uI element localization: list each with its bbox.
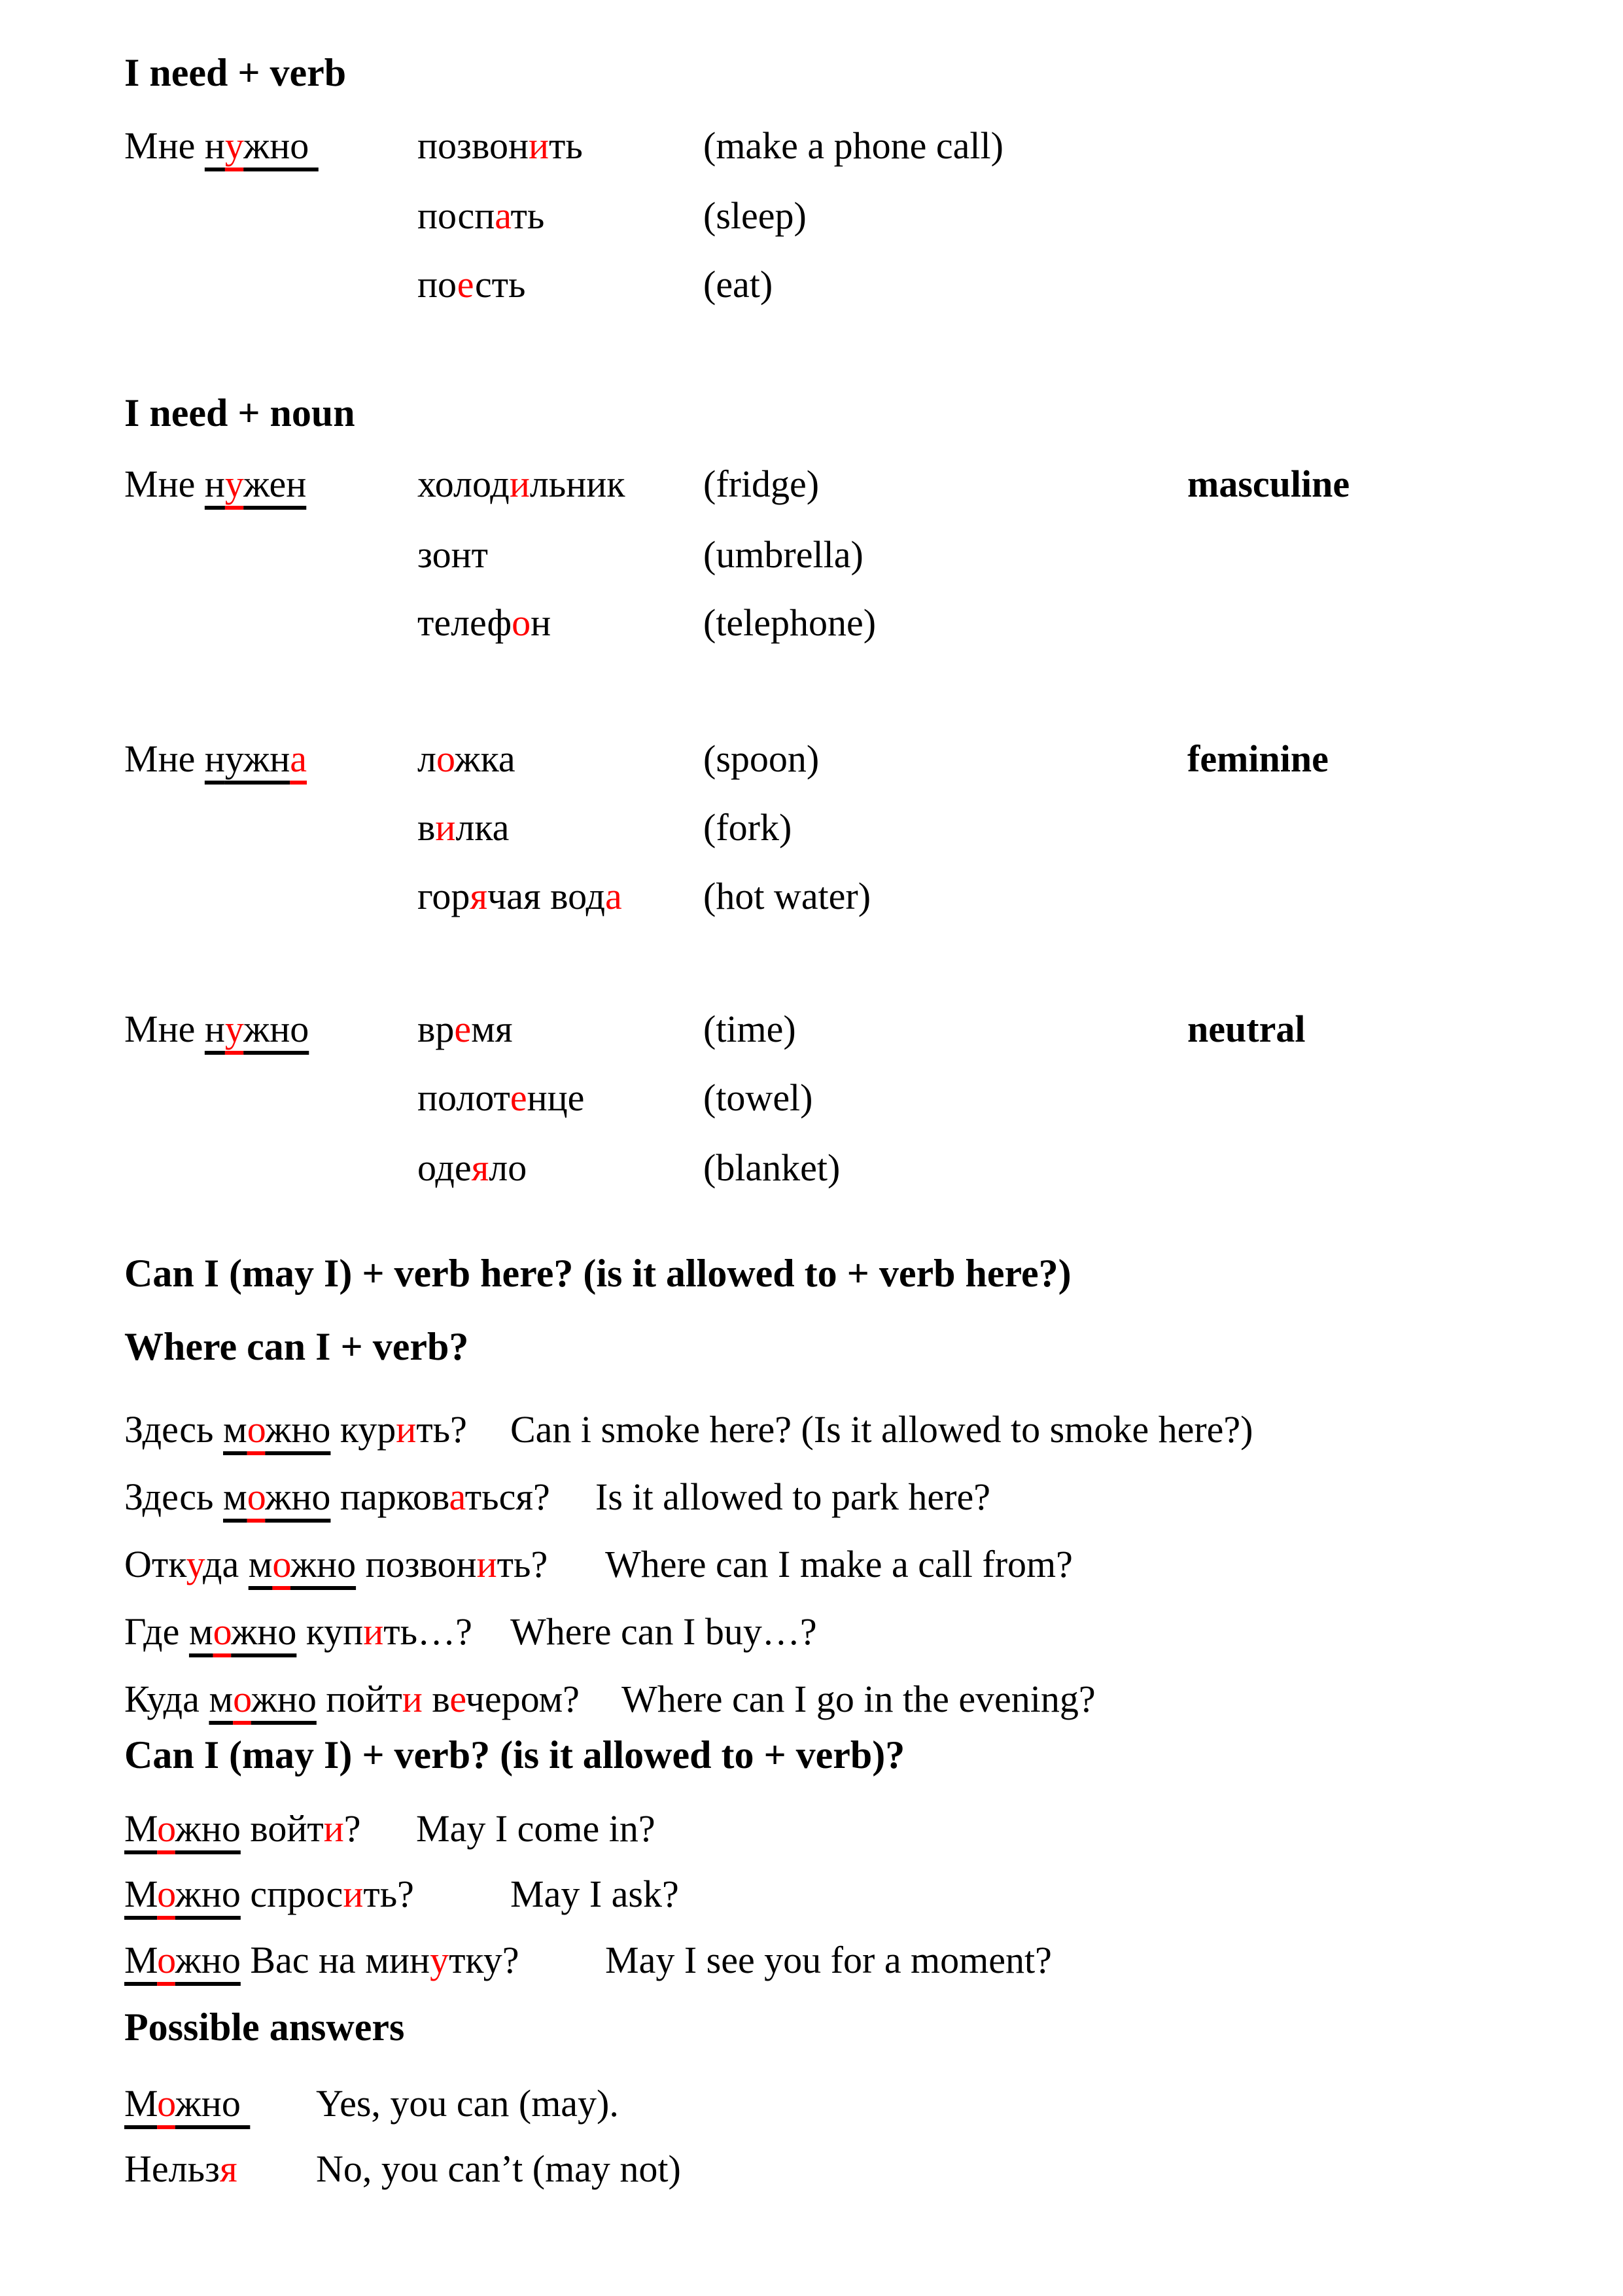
text-fragment: кур (330, 1408, 396, 1451)
underlined-text: м (248, 1543, 273, 1585)
english-translation (703, 263, 773, 306)
underlined-text: жно (175, 2082, 251, 2125)
text-fragment: I need + verb (124, 51, 347, 94)
heading-can-i-verb (0, 1735, 1623, 1795)
russian-phrase (124, 1545, 548, 1583)
text-fragment: ть…? (383, 1610, 472, 1653)
text-fragment: Is it allowed to park here? (595, 1475, 990, 1518)
row-need-verb-3 (0, 263, 1623, 326)
text-fragment: (telephone) (703, 601, 877, 644)
russian-phrase (124, 1875, 414, 1913)
text-fragment: л (417, 737, 436, 780)
russian-phrase (124, 1010, 309, 1048)
underlined-text: М (124, 1939, 158, 1981)
text-fragment: спрос (240, 1873, 343, 1915)
row-neutral-3 (0, 1146, 1623, 1209)
underlined-text: н (204, 124, 225, 167)
row-ask (0, 1875, 1623, 1935)
text-fragment: Куда (124, 1678, 209, 1720)
stressed-letter: е (449, 1678, 466, 1720)
text-fragment: холод (417, 463, 510, 505)
underlined-text: н (204, 1008, 225, 1050)
heading-text (124, 1735, 905, 1775)
heading-text (124, 1254, 1072, 1293)
text-fragment: (towel) (703, 1076, 813, 1119)
text-fragment: I need + noun (124, 391, 355, 434)
text-fragment: оде (417, 1146, 472, 1189)
stressed-letter: е (454, 1008, 472, 1050)
stressed-letter: и (343, 1873, 364, 1915)
text-fragment: зонт (417, 533, 488, 576)
stressed-letter: я (470, 875, 488, 917)
gender-label (1187, 1010, 1305, 1048)
stressed-letter: о (247, 1408, 266, 1451)
text-fragment: вр (417, 1008, 455, 1050)
text-fragment: да (202, 1543, 249, 1585)
english-translation (703, 806, 792, 849)
russian-word (417, 1010, 513, 1048)
underlined-text: жно (290, 1543, 357, 1585)
text-fragment: Where can I buy…? (510, 1610, 817, 1653)
heading-i-need-verb (0, 53, 1623, 113)
text-fragment: (eat) (703, 263, 773, 306)
heading-text (124, 53, 346, 92)
underlined-text: н (204, 737, 225, 780)
russian-phrase (124, 2082, 251, 2125)
text-fragment: (hot water) (703, 875, 871, 917)
stressed-letter: о (436, 737, 455, 780)
text-fragment: войт (240, 1807, 324, 1850)
russian-word (417, 194, 545, 237)
text-fragment: ть (510, 194, 545, 237)
text-fragment: нце (527, 1076, 585, 1119)
text-fragment: No, you can’t (may not) (316, 2147, 681, 2190)
stressed-letter: и (528, 124, 550, 167)
row-neutral-1 (0, 1010, 1623, 1070)
underlined-text: жно (243, 124, 319, 167)
gender-label (1187, 465, 1350, 503)
russian-phrase (124, 1610, 472, 1653)
russian-word (417, 601, 551, 644)
text-fragment: Здесь (124, 1475, 224, 1518)
stressed-letter: я (471, 1146, 489, 1189)
row-answer-no (0, 2147, 1623, 2210)
stressed-letter: о (213, 1610, 232, 1653)
stressed-letter: а (495, 194, 511, 237)
underlined-text: жно (175, 1939, 241, 1981)
stressed-letter: о (157, 1807, 175, 1850)
text-fragment: позвон (417, 124, 529, 167)
english-translation (703, 465, 819, 503)
english-translation (605, 1941, 1052, 1979)
russian-word (417, 806, 510, 849)
underlined-text: ужн (224, 737, 290, 780)
english-translation (703, 124, 1003, 167)
russian-phrase (124, 124, 319, 167)
row-need-verb-2 (0, 194, 1623, 257)
english-translation (510, 1875, 679, 1913)
text-fragment: (fridge) (703, 463, 820, 505)
text-fragment: Мне (124, 737, 205, 780)
row-come-in (0, 1807, 1623, 1870)
english-translation (703, 1010, 796, 1048)
text-fragment: Отк (124, 1543, 186, 1585)
russian-phrase (124, 465, 306, 503)
text-fragment: Мне (124, 463, 205, 505)
heading-text (124, 2007, 404, 2047)
row-neutral-2 (0, 1076, 1623, 1139)
russian-phrase (124, 2147, 237, 2190)
text-fragment: Вас на мин (240, 1939, 430, 1981)
text-fragment: May I ask? (510, 1873, 679, 1915)
text-fragment: Мне (124, 124, 205, 167)
heading-i-need-noun (0, 393, 1623, 453)
text-fragment: (sleep) (703, 194, 807, 237)
text-fragment: ? (343, 1807, 361, 1850)
stressed-letter: о (512, 601, 531, 644)
russian-phrase (124, 1807, 361, 1850)
row-feminine-1 (0, 737, 1623, 800)
text-fragment: н (531, 601, 551, 644)
english-translation (316, 2147, 681, 2190)
text-fragment: чая вод (487, 875, 605, 917)
stressed-letter: е (457, 263, 475, 306)
english-translation (595, 1475, 990, 1518)
english-translation (703, 877, 871, 915)
row-evening (0, 1680, 1623, 1740)
stressed-letter: а (290, 737, 307, 780)
stressed-letter: и (509, 463, 530, 505)
stressed-letter: и (396, 1408, 417, 1451)
row-feminine-3 (0, 877, 1623, 938)
stressed-letter: о (272, 1543, 290, 1585)
row-masculine-2 (0, 533, 1623, 596)
stressed-letter: о (157, 1939, 175, 1981)
stressed-letter: у (186, 1543, 203, 1585)
heading-where-can-i-verb (0, 1327, 1623, 1387)
text-fragment: (blanket) (703, 1146, 841, 1189)
stressed-letter: у (224, 124, 244, 167)
stressed-letter: о (247, 1475, 266, 1518)
text-fragment: Мне (124, 1008, 205, 1050)
text-fragment: Possible answers (124, 2005, 405, 2049)
stressed-letter: у (224, 1008, 244, 1050)
text-fragment: по (417, 263, 457, 306)
english-translation (703, 1076, 813, 1119)
russian-phrase (124, 1408, 467, 1451)
stressed-letter: а (604, 875, 622, 917)
stressed-letter: у (430, 1939, 449, 1981)
text-fragment: Where can I + verb? (124, 1325, 469, 1368)
text-fragment: ть? (416, 1408, 467, 1451)
russian-word (417, 533, 488, 576)
text-fragment: мя (471, 1008, 513, 1050)
russian-phrase (124, 1680, 580, 1718)
text-fragment: гор (417, 875, 470, 917)
text-fragment: телеф (417, 601, 512, 644)
text-fragment: лка (455, 806, 510, 849)
underlined-text: м (223, 1408, 247, 1451)
row-answer-yes (0, 2082, 1623, 2145)
stressed-letter: и (435, 806, 456, 849)
underlined-text: жно (231, 1610, 297, 1653)
russian-word (417, 263, 526, 306)
text-fragment: посп (417, 194, 495, 237)
text-fragment: Здесь (124, 1408, 224, 1451)
russian-word (417, 1146, 527, 1189)
text-fragment: Нельз (124, 2147, 220, 2190)
english-translation (703, 1146, 841, 1189)
underlined-text: жно (243, 1008, 309, 1050)
stressed-letter: у (224, 463, 244, 505)
text-fragment: (make a phone call) (703, 124, 1003, 167)
underlined-text: н (204, 463, 225, 505)
russian-phrase (124, 1941, 519, 1979)
text-fragment: (time) (703, 1008, 796, 1050)
english-translation (703, 533, 864, 576)
heading-text (124, 393, 355, 433)
english-translation (621, 1680, 1096, 1718)
english-translation (605, 1545, 1073, 1583)
underlined-text: М (124, 2082, 158, 2125)
text-fragment: Can I (may I) + verb? (is it allowed to + verb)? (124, 1733, 905, 1776)
text-fragment: ть? (363, 1873, 414, 1915)
text-fragment: masculine (1187, 463, 1350, 505)
english-translation (416, 1807, 655, 1850)
english-translation (316, 2082, 619, 2125)
row-masculine-3 (0, 601, 1623, 664)
stressed-letter: о (157, 2082, 175, 2125)
stressed-letter: я (219, 2147, 237, 2190)
stressed-letter: о (233, 1678, 251, 1720)
underlined-text: жно (265, 1408, 331, 1451)
underlined-text: жно (265, 1475, 331, 1518)
text-fragment: (umbrella) (703, 533, 864, 576)
text-fragment: Where can I go in the evening? (621, 1678, 1096, 1720)
underlined-text: жно (175, 1873, 241, 1915)
stressed-letter: а (449, 1475, 465, 1518)
stressed-letter: и (402, 1678, 423, 1720)
stressed-letter: е (510, 1076, 527, 1119)
underlined-text: М (124, 1873, 158, 1915)
russian-phrase (124, 737, 307, 780)
text-fragment: полот (417, 1076, 510, 1119)
text-fragment: куп (296, 1610, 364, 1653)
text-fragment: neutral (1187, 1008, 1306, 1050)
row-moment (0, 1941, 1623, 2002)
stressed-letter: и (476, 1543, 497, 1585)
text-fragment: Can i smoke here? (Is it allowed to smoke here?) (510, 1408, 1253, 1451)
underlined-text: м (209, 1678, 234, 1720)
text-fragment: позвон (356, 1543, 477, 1585)
row-call-from (0, 1545, 1623, 1606)
text-fragment: feminine (1187, 737, 1329, 780)
text-fragment: (spoon) (703, 737, 820, 780)
english-translation (703, 194, 807, 237)
russian-word (417, 124, 583, 167)
text-fragment: чером? (465, 1678, 580, 1720)
text-fragment: жка (454, 737, 515, 780)
text-fragment: Yes, you can (may). (316, 2082, 619, 2125)
text-fragment: в (417, 806, 436, 849)
row-masculine-1 (0, 465, 1623, 525)
text-fragment: ть? (497, 1543, 548, 1585)
text-fragment: Can I (may I) + verb here? (is it allowed to + verb here?) (124, 1252, 1072, 1295)
heading-possible-answers (0, 2007, 1623, 2068)
row-smoke (0, 1408, 1623, 1471)
text-fragment: Где (124, 1610, 189, 1653)
row-park (0, 1475, 1623, 1538)
underlined-text: жно (175, 1807, 241, 1850)
underlined-text: м (223, 1475, 247, 1518)
english-translation (703, 601, 877, 644)
underlined-text: М (124, 1807, 158, 1850)
row-need-verb-1 (0, 124, 1623, 187)
row-buy (0, 1610, 1623, 1673)
heading-text (124, 1327, 468, 1366)
text-fragment: сть (474, 263, 526, 306)
english-translation (510, 1610, 817, 1653)
stressed-letter: и (363, 1610, 384, 1653)
text-fragment: в (422, 1678, 450, 1720)
text-fragment: ло (489, 1146, 527, 1189)
text-fragment: May I see you for a moment? (605, 1939, 1052, 1981)
text-fragment: ть (549, 124, 583, 167)
text-fragment: Where can I make a call from? (605, 1543, 1073, 1585)
underlined-text: жен (243, 463, 307, 505)
text-fragment: тку? (449, 1939, 519, 1981)
underlined-text: м (188, 1610, 213, 1653)
text-fragment: May I come in? (416, 1807, 655, 1850)
text-fragment: пойт (316, 1678, 402, 1720)
russian-word (417, 737, 515, 780)
english-translation (510, 1408, 1253, 1451)
stressed-letter: о (157, 1873, 175, 1915)
row-feminine-2 (0, 806, 1623, 869)
text-fragment: льник (529, 463, 625, 505)
text-fragment: ться? (464, 1475, 550, 1518)
russian-word (417, 1076, 585, 1119)
underlined-text: жно (251, 1678, 317, 1720)
russian-phrase (124, 1475, 550, 1518)
russian-word (417, 465, 625, 503)
text-fragment: (fork) (703, 806, 792, 849)
text-fragment: парков (330, 1475, 449, 1518)
english-translation (703, 737, 820, 780)
heading-can-i-verb-here (0, 1254, 1623, 1314)
gender-label (1187, 737, 1329, 780)
stressed-letter: и (323, 1807, 344, 1850)
russian-word (417, 877, 622, 915)
